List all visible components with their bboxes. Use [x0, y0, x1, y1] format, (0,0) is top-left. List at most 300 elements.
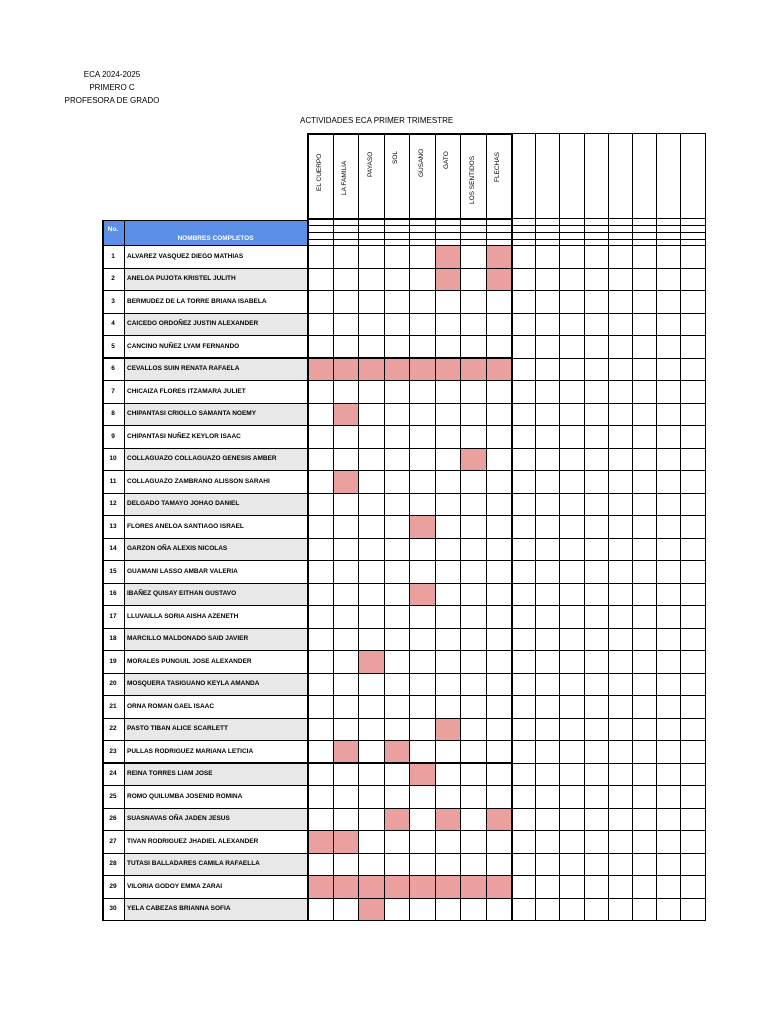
student-name: ORNA ROMAN GAEL ISAAC: [124, 695, 307, 718]
activity-cell[interactable]: [486, 583, 512, 606]
activity-cell[interactable]: [409, 425, 435, 448]
activity-cell[interactable]: [384, 245, 410, 268]
activity-cell[interactable]: [358, 380, 384, 403]
activity-cell[interactable]: [307, 335, 333, 358]
activity-cell[interactable]: [460, 785, 486, 808]
activity-cell[interactable]: [435, 628, 461, 651]
activity-cell[interactable]: [409, 583, 435, 606]
activity-cell[interactable]: [358, 425, 384, 448]
row-line: [102, 808, 705, 809]
activity-cell[interactable]: [358, 245, 384, 268]
activity-cell[interactable]: [333, 403, 359, 426]
activity-cell[interactable]: [486, 560, 512, 583]
activity-cell[interactable]: [460, 875, 486, 898]
activity-cell[interactable]: [435, 560, 461, 583]
activity-cell[interactable]: [307, 650, 333, 673]
row-number: 9: [111, 432, 115, 440]
activity-cell[interactable]: [307, 628, 333, 651]
activity-cell[interactable]: [460, 763, 486, 786]
row-number: 26: [109, 815, 117, 823]
activity-cell[interactable]: [333, 830, 359, 853]
activity-cell[interactable]: [486, 605, 512, 628]
activity-cell[interactable]: [384, 830, 410, 853]
activity-cell[interactable]: [333, 650, 359, 673]
activity-cell[interactable]: [486, 853, 512, 876]
activity-cell[interactable]: [409, 628, 435, 651]
activity-cell[interactable]: [460, 740, 486, 763]
activity-cell[interactable]: [486, 628, 512, 651]
row-line: [102, 830, 705, 831]
activity-cell[interactable]: [409, 650, 435, 673]
activity-cell[interactable]: [384, 425, 410, 448]
activity-cell[interactable]: [333, 628, 359, 651]
activity-cell[interactable]: [358, 583, 384, 606]
activity-cell[interactable]: [460, 718, 486, 741]
activity-cell[interactable]: [409, 763, 435, 786]
activity-cell[interactable]: [460, 583, 486, 606]
activity-cell[interactable]: [358, 830, 384, 853]
activity-cell[interactable]: [384, 470, 410, 493]
activity-cell[interactable]: [409, 853, 435, 876]
row-number: 16: [109, 590, 117, 598]
activity-cell[interactable]: [409, 718, 435, 741]
activity-cell[interactable]: [384, 290, 410, 313]
activity-cell[interactable]: [435, 718, 461, 741]
activity-cell[interactable]: [333, 335, 359, 358]
activity-cell[interactable]: [486, 538, 512, 561]
activity-header-label: GATO: [443, 150, 451, 169]
activity-cell[interactable]: [333, 425, 359, 448]
activity-cell[interactable]: [307, 718, 333, 741]
subheader-line: [307, 232, 705, 233]
student-name: PASTO TIBAN ALICE SCARLETT: [124, 718, 307, 741]
activity-cell[interactable]: [486, 358, 512, 381]
activity-cell[interactable]: [358, 740, 384, 763]
activity-cell[interactable]: [409, 313, 435, 336]
activity-cell[interactable]: [486, 493, 512, 516]
activity-cell[interactable]: [384, 335, 410, 358]
activity-cell[interactable]: [409, 493, 435, 516]
activity-cell[interactable]: [409, 290, 435, 313]
activity-cell[interactable]: [435, 583, 461, 606]
activity-cell[interactable]: [307, 493, 333, 516]
activity-cell[interactable]: [409, 695, 435, 718]
activity-cell[interactable]: [409, 358, 435, 381]
row-line: [102, 898, 705, 899]
activity-cell[interactable]: [307, 290, 333, 313]
activity-cell[interactable]: [384, 493, 410, 516]
activity-cell[interactable]: [307, 538, 333, 561]
activity-cell[interactable]: [435, 493, 461, 516]
activity-cell[interactable]: [358, 313, 384, 336]
col-line: [705, 133, 706, 921]
row-number: 18: [109, 635, 117, 643]
activity-cell[interactable]: [307, 695, 333, 718]
activity-cell[interactable]: [435, 695, 461, 718]
col-line: [384, 133, 385, 921]
activity-cell[interactable]: [333, 583, 359, 606]
activity-cell[interactable]: [409, 560, 435, 583]
student-name: TIVAN RODRIGUEZ JHADIEL ALEXANDER: [124, 830, 307, 853]
activity-cell[interactable]: [384, 695, 410, 718]
activity-cell[interactable]: [460, 898, 486, 921]
activity-cell[interactable]: [358, 290, 384, 313]
activity-cell[interactable]: [460, 830, 486, 853]
student-name: CANCINO NUÑEZ LYAM FERNANDO: [124, 335, 307, 358]
activity-cell[interactable]: [486, 740, 512, 763]
activity-cell[interactable]: [460, 673, 486, 696]
activity-cell[interactable]: [435, 380, 461, 403]
activity-cell[interactable]: [384, 673, 410, 696]
activity-cell[interactable]: [435, 875, 461, 898]
student-name: COLLAGUAZO ZAMBRANO ALISSON SARAHI: [124, 470, 307, 493]
row-line: [102, 313, 705, 314]
activity-cell[interactable]: [460, 425, 486, 448]
activity-cell[interactable]: [460, 695, 486, 718]
activity-cell[interactable]: [384, 650, 410, 673]
activity-cell[interactable]: [486, 898, 512, 921]
activity-cell[interactable]: [307, 515, 333, 538]
activity-cell[interactable]: [384, 718, 410, 741]
activity-cell[interactable]: [384, 515, 410, 538]
activity-cell[interactable]: [460, 650, 486, 673]
activity-cell[interactable]: [460, 808, 486, 831]
activity-cell[interactable]: [333, 673, 359, 696]
activity-cell[interactable]: [307, 245, 333, 268]
activity-cell[interactable]: [307, 673, 333, 696]
activity-header-label: SOL: [392, 151, 400, 165]
activity-cell[interactable]: [460, 628, 486, 651]
activity-cell[interactable]: [333, 358, 359, 381]
activity-cell[interactable]: [358, 628, 384, 651]
activity-cell[interactable]: [307, 470, 333, 493]
activity-cell[interactable]: [435, 268, 461, 291]
activity-cell[interactable]: [435, 245, 461, 268]
activity-cell[interactable]: [358, 358, 384, 381]
row-line: [102, 470, 705, 471]
activity-cell[interactable]: [486, 673, 512, 696]
student-name: SUASNAVAS OÑA JADEN JESUS: [124, 808, 307, 831]
activity-header-label: EL CUERPO: [315, 153, 323, 191]
activity-cell[interactable]: [435, 740, 461, 763]
activity-cell[interactable]: [358, 403, 384, 426]
activity-cell[interactable]: [384, 628, 410, 651]
activity-cell[interactable]: [435, 290, 461, 313]
student-name: CHIPANTASI CRIOLLO SAMANTA NOEMY: [124, 403, 307, 426]
activity-cell[interactable]: [333, 875, 359, 898]
activity-cell[interactable]: [435, 853, 461, 876]
student-name: TUTASI BALLADARES CAMILA RAFAELLA: [124, 853, 307, 876]
activity-cell[interactable]: [460, 290, 486, 313]
activity-cell[interactable]: [333, 763, 359, 786]
activity-cell[interactable]: [333, 560, 359, 583]
activity-cell[interactable]: [333, 605, 359, 628]
activity-cell[interactable]: [409, 808, 435, 831]
col-line: [584, 133, 585, 921]
activity-cell[interactable]: [486, 785, 512, 808]
activity-cell[interactable]: [460, 853, 486, 876]
activity-cell[interactable]: [358, 695, 384, 718]
student-name: VILORIA GODOY EMMA ZARAI: [124, 875, 307, 898]
activity-cell[interactable]: [358, 560, 384, 583]
activity-cell[interactable]: [460, 380, 486, 403]
activity-cell[interactable]: [460, 403, 486, 426]
activity-cell[interactable]: [435, 425, 461, 448]
activity-cell[interactable]: [307, 425, 333, 448]
activity-cell[interactable]: [435, 470, 461, 493]
col-line: [358, 133, 359, 921]
activity-cell[interactable]: [409, 245, 435, 268]
activity-cell[interactable]: [409, 605, 435, 628]
activity-cell[interactable]: [486, 448, 512, 471]
activity-cell[interactable]: [435, 763, 461, 786]
activity-cell[interactable]: [384, 875, 410, 898]
thick-row-line: [102, 650, 511, 652]
activity-cell[interactable]: [486, 290, 512, 313]
activity-cell[interactable]: [460, 493, 486, 516]
activity-cell[interactable]: [460, 515, 486, 538]
activity-cell[interactable]: [307, 763, 333, 786]
activity-cell[interactable]: [333, 695, 359, 718]
activity-cell[interactable]: [358, 718, 384, 741]
activity-cell[interactable]: [435, 335, 461, 358]
activity-cell[interactable]: [409, 673, 435, 696]
activity-cell[interactable]: [409, 448, 435, 471]
row-line: [102, 605, 705, 606]
activity-cell[interactable]: [384, 853, 410, 876]
row-number: 14: [109, 545, 117, 553]
activity-cell[interactable]: [435, 538, 461, 561]
activity-cell[interactable]: [486, 268, 512, 291]
activity-cell[interactable]: [384, 740, 410, 763]
activity-cell[interactable]: [384, 313, 410, 336]
row-line: [102, 290, 705, 291]
activity-cell[interactable]: [358, 785, 384, 808]
row-number: 8: [111, 410, 115, 418]
activity-cell[interactable]: [384, 538, 410, 561]
activity-cell[interactable]: [460, 560, 486, 583]
activity-cell[interactable]: [435, 313, 461, 336]
activity-cell[interactable]: [486, 380, 512, 403]
student-name: CAICEDO ORDOÑEZ JUSTIN ALEXANDER: [124, 313, 307, 336]
activity-cell[interactable]: [460, 358, 486, 381]
activity-cell[interactable]: [435, 898, 461, 921]
col-line: [102, 220, 104, 921]
row-number: 29: [109, 882, 117, 890]
row-number: 5: [111, 342, 115, 350]
activity-cell[interactable]: [384, 403, 410, 426]
no-column-header: No.: [102, 220, 124, 245]
row-line: [102, 380, 705, 381]
activity-cell[interactable]: [409, 785, 435, 808]
teacher-label: PROFESORA DE GRADO: [64, 96, 160, 105]
activity-cell[interactable]: [333, 853, 359, 876]
activity-cell[interactable]: [486, 245, 512, 268]
activity-cell[interactable]: [460, 245, 486, 268]
col-line: [333, 133, 334, 921]
activity-cell[interactable]: [409, 515, 435, 538]
activity-cell[interactable]: [435, 830, 461, 853]
activity-cell[interactable]: [435, 673, 461, 696]
activity-cell[interactable]: [460, 313, 486, 336]
activity-cell[interactable]: [333, 290, 359, 313]
row-number: 6: [111, 365, 115, 373]
activity-cell[interactable]: [307, 808, 333, 831]
row-number: 17: [109, 612, 117, 620]
activity-cell[interactable]: [358, 650, 384, 673]
activity-cell[interactable]: [384, 763, 410, 786]
activity-cell[interactable]: [307, 380, 333, 403]
activity-cell[interactable]: [435, 605, 461, 628]
activity-cell[interactable]: [307, 875, 333, 898]
activity-cell[interactable]: [460, 605, 486, 628]
col-line: [608, 133, 609, 921]
activity-cell[interactable]: [460, 268, 486, 291]
thick-row-line: [102, 875, 511, 877]
activity-cell[interactable]: [409, 830, 435, 853]
activity-cell[interactable]: [307, 898, 333, 921]
names-column-header: NOMBRES COMPLETOS: [124, 220, 307, 245]
activity-cell[interactable]: [486, 763, 512, 786]
activity-cell[interactable]: [307, 740, 333, 763]
col-line: [632, 133, 633, 921]
row-number: 3: [111, 297, 115, 305]
activity-cell[interactable]: [358, 515, 384, 538]
activity-cell[interactable]: [358, 335, 384, 358]
activity-cell[interactable]: [460, 448, 486, 471]
activity-cell[interactable]: [333, 493, 359, 516]
activity-cell[interactable]: [460, 335, 486, 358]
row-line: [102, 515, 705, 516]
activity-cell[interactable]: [486, 425, 512, 448]
activity-cell[interactable]: [384, 448, 410, 471]
activity-cell[interactable]: [486, 718, 512, 741]
activity-cell[interactable]: [307, 560, 333, 583]
activity-cell[interactable]: [486, 313, 512, 336]
activity-cell[interactable]: [307, 583, 333, 606]
activity-cell[interactable]: [307, 830, 333, 853]
activity-cell[interactable]: [307, 785, 333, 808]
activity-cell[interactable]: [409, 875, 435, 898]
activity-cell[interactable]: [358, 493, 384, 516]
activity-cell[interactable]: [358, 470, 384, 493]
row-line: [102, 268, 705, 269]
activity-cell[interactable]: [358, 605, 384, 628]
activity-cell[interactable]: [435, 515, 461, 538]
activity-cell[interactable]: [486, 403, 512, 426]
activity-cell[interactable]: [333, 380, 359, 403]
row-line: [102, 718, 705, 719]
activity-cell[interactable]: [409, 403, 435, 426]
activity-cell[interactable]: [435, 358, 461, 381]
activity-cell[interactable]: [333, 808, 359, 831]
activity-cell[interactable]: [384, 808, 410, 831]
student-name: GARZON OÑA ALEXIS NICOLAS: [124, 538, 307, 561]
activity-cell[interactable]: [435, 785, 461, 808]
activity-cell[interactable]: [486, 830, 512, 853]
activity-cell[interactable]: [486, 875, 512, 898]
activity-cell[interactable]: [358, 763, 384, 786]
activity-cell[interactable]: [435, 650, 461, 673]
activity-cell[interactable]: [486, 695, 512, 718]
row-line: [102, 425, 705, 426]
activity-cell[interactable]: [486, 515, 512, 538]
activity-cell[interactable]: [486, 470, 512, 493]
student-name: FLORES ANELOA SANTIAGO ISRAEL: [124, 515, 307, 538]
activity-cell[interactable]: [333, 245, 359, 268]
activity-cell[interactable]: [384, 380, 410, 403]
activity-cell[interactable]: [384, 785, 410, 808]
activity-cell[interactable]: [333, 785, 359, 808]
activity-cell[interactable]: [384, 898, 410, 921]
activity-cell[interactable]: [460, 470, 486, 493]
row-number: 4: [111, 320, 115, 328]
activity-cell[interactable]: [384, 560, 410, 583]
col-line: [460, 133, 461, 921]
row-line: [102, 695, 705, 696]
activity-cell[interactable]: [333, 718, 359, 741]
activity-cell[interactable]: [333, 538, 359, 561]
activity-cell[interactable]: [409, 335, 435, 358]
activity-cell[interactable]: [409, 470, 435, 493]
activity-cell[interactable]: [333, 313, 359, 336]
activity-cell[interactable]: [358, 875, 384, 898]
row-line: [102, 335, 705, 336]
activity-cell[interactable]: [307, 313, 333, 336]
activity-cell[interactable]: [384, 605, 410, 628]
activity-cell[interactable]: [358, 673, 384, 696]
activity-cell[interactable]: [409, 740, 435, 763]
activity-cell[interactable]: [409, 538, 435, 561]
activity-cell[interactable]: [486, 335, 512, 358]
activity-cell[interactable]: [307, 358, 333, 381]
activity-cell[interactable]: [409, 268, 435, 291]
row-line: [102, 403, 705, 404]
activity-cell[interactable]: [384, 268, 410, 291]
activity-cell[interactable]: [486, 808, 512, 831]
activity-cell[interactable]: [384, 358, 410, 381]
activity-cell[interactable]: [486, 650, 512, 673]
activity-cell[interactable]: [307, 605, 333, 628]
activity-cell[interactable]: [435, 448, 461, 471]
row-line: [102, 220, 307, 221]
activity-cell[interactable]: [307, 853, 333, 876]
activity-cell[interactable]: [333, 740, 359, 763]
activity-cell[interactable]: [460, 538, 486, 561]
activity-cell[interactable]: [358, 808, 384, 831]
activity-cell[interactable]: [358, 448, 384, 471]
student-name: COLLAGUAZO COLLAGUAZO GENESIS AMBER: [124, 448, 307, 471]
activity-cell[interactable]: [409, 898, 435, 921]
activity-cell[interactable]: [333, 470, 359, 493]
activity-cell[interactable]: [307, 448, 333, 471]
activity-cell[interactable]: [333, 268, 359, 291]
activity-cell[interactable]: [333, 448, 359, 471]
activity-cell[interactable]: [435, 403, 461, 426]
activity-cell[interactable]: [333, 898, 359, 921]
activity-cell[interactable]: [358, 853, 384, 876]
activity-cell[interactable]: [384, 583, 410, 606]
activity-cell[interactable]: [409, 380, 435, 403]
activity-cell[interactable]: [333, 515, 359, 538]
activity-cell[interactable]: [307, 268, 333, 291]
row-line: [102, 538, 705, 539]
activity-cell[interactable]: [358, 898, 384, 921]
activity-cell[interactable]: [307, 403, 333, 426]
activity-cell[interactable]: [358, 268, 384, 291]
activity-cell[interactable]: [435, 808, 461, 831]
activity-cell[interactable]: [358, 538, 384, 561]
